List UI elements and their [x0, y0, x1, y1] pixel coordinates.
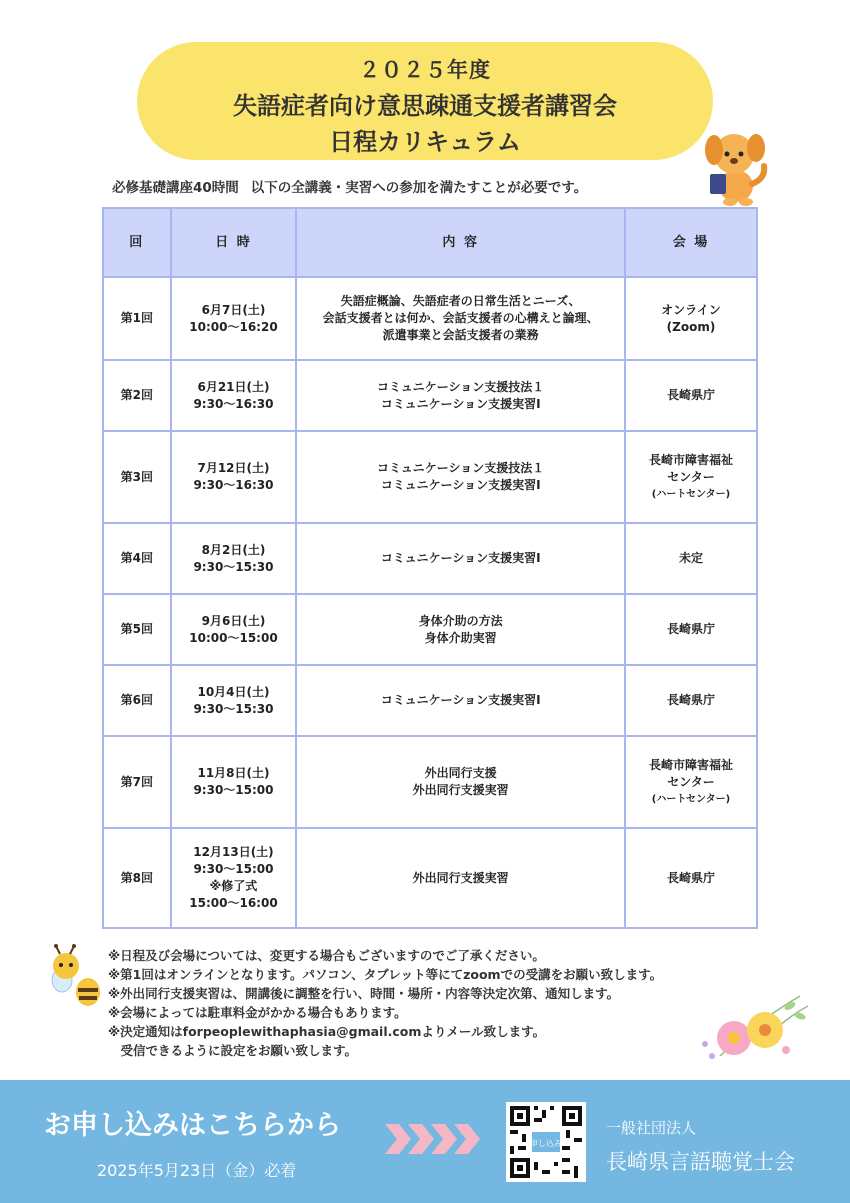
content-line: 派遣事業と会話支援者の業務 [382, 328, 539, 342]
qr-code-icon [506, 1102, 586, 1182]
note-line: 受信できるように設定をお願い致します。 [108, 1043, 358, 1058]
header-content: 内 容 [296, 208, 625, 277]
venue-line: オンライン [661, 302, 721, 317]
session-time: 10:00～15:00 [189, 630, 278, 645]
session-date: 9月6日(土) [201, 613, 266, 628]
content-line: 身体介助の方法 [418, 613, 503, 628]
org-type: 一般社団法人 [606, 1119, 697, 1137]
note-line: ※外出同行支援実習は、開講後に調整を行い、時間・場所・内容等決定次第、通知します。 [108, 986, 620, 1001]
table-row [103, 431, 757, 523]
note-line: ※第1回はオンラインとなります。パソコン、タブレット等にてzoomでの受講をお願い致します。 [108, 967, 663, 982]
session-num: 第2回 [103, 360, 171, 431]
session-content [296, 360, 625, 431]
session-venue [625, 828, 757, 928]
session-content [296, 665, 625, 736]
session-venue [625, 594, 757, 665]
session-datetime [171, 665, 297, 736]
dog-mascot-icon [700, 128, 772, 208]
venue-line: 長崎県庁 [666, 622, 715, 636]
session-num: 第4回 [103, 523, 171, 594]
session-date: 10月4日(土) [197, 684, 270, 699]
content-line: 外出同行支援実習 [412, 870, 509, 885]
note-line: ※会場によっては駐車料金がかかる場合もあります。 [108, 1005, 407, 1020]
content-line: コミュニケーション支援技法１ [377, 379, 545, 394]
title-banner [137, 42, 713, 160]
session-content [296, 736, 625, 828]
content-line: コミュニケーション支援技法１ [377, 461, 545, 475]
venue-line: センター [667, 469, 715, 484]
content-line: 会話支援者とは何か、会話支援者の心構えと論理、 [322, 311, 599, 325]
chevron-arrows-icon [385, 1124, 480, 1154]
header-datetime: 日 時 [171, 208, 297, 277]
session-num: 第6回 [103, 665, 171, 736]
session-datetime [171, 523, 297, 594]
content-line: 外出同行支援実習 [412, 783, 509, 797]
session-time: 9:30～15:30 [193, 701, 274, 716]
session-datetime [171, 828, 297, 928]
venue-note: (ハートセンター) [651, 488, 731, 500]
content-line: 失語症概論、失語症者の日常生活とニーズ、 [340, 294, 581, 308]
venue-line: 長崎市障害福祉 [648, 452, 733, 467]
intro-note: 以下の全講義・実習への参加を満たすことが必要です。 [250, 180, 588, 196]
session-time: 10:00～16:20 [189, 319, 278, 334]
session-num: 第8回 [103, 828, 171, 928]
schedule-table [102, 207, 758, 929]
intro-line [112, 176, 587, 196]
footer-banner [0, 1080, 850, 1203]
content-line: 身体介助実習 [424, 630, 497, 645]
session-time: 9:30～16:30 [193, 478, 274, 492]
session-venue [625, 431, 757, 523]
venue-line: 長崎県庁 [666, 870, 715, 885]
session-time: 9:30～16:30 [193, 396, 274, 411]
header-venue: 会 場 [625, 208, 757, 277]
table-header-row [103, 208, 757, 277]
content-line: コミュニケーション支援実習Ⅰ [380, 693, 541, 707]
title-sub: 日程カリキュラム [329, 128, 521, 156]
session-date: 6月7日(土) [201, 302, 266, 317]
venue-line: 長崎県庁 [666, 388, 715, 402]
venue-line: (Zoom) [666, 319, 716, 334]
session-datetime [171, 360, 297, 431]
table-row [103, 828, 757, 928]
venue-line: センター [667, 774, 715, 789]
apply-deadline: 2025年5月23日（金）必着 [97, 1161, 297, 1180]
session-num: 第5回 [103, 594, 171, 665]
table-row [103, 523, 757, 594]
title-main: 失語症者向け意思疎通支援者講習会 [233, 92, 617, 120]
flowers-decoration-icon [690, 986, 815, 1071]
session-num: 第7回 [103, 736, 171, 828]
header-session: 回 [103, 208, 171, 277]
session-content [296, 277, 625, 360]
session-venue [625, 277, 757, 360]
session-num: 第3回 [103, 431, 171, 523]
session-date: 6月21日(土) [197, 379, 270, 394]
session-venue [625, 360, 757, 431]
intro-required: 必修基礎講座40時間 [112, 180, 239, 196]
session-time: 9:30～15:00 [193, 862, 274, 876]
session-content [296, 431, 625, 523]
session-datetime [171, 736, 297, 828]
content-line: コミュニケーション支援実習Ⅰ [380, 478, 541, 492]
apply-heading: お申し込みはこちらから [44, 1110, 341, 1141]
content-line: コミュニケーション支援実習Ⅰ [380, 396, 541, 411]
note-line: ※日程及び会場については、変更する場合もございますのでご了承ください。 [108, 948, 545, 963]
session-datetime [171, 594, 297, 665]
table-row [103, 360, 757, 431]
session-datetime [171, 277, 297, 360]
session-venue [625, 665, 757, 736]
session-venue [625, 736, 757, 828]
session-date: 7月12日(土) [197, 461, 270, 475]
content-line: コミュニケーション支援実習Ⅰ [380, 551, 541, 565]
session-date: 11月8日(土) [197, 766, 270, 780]
session-ceremony: ※修了式 [209, 879, 258, 893]
org-name: 長崎県言語聴覚士会 [606, 1150, 795, 1174]
title-year: ２０２５年度 [359, 58, 491, 82]
session-ceremony-time: 15:00～16:00 [189, 896, 278, 910]
venue-line: 長崎県庁 [666, 693, 715, 707]
content-line: 外出同行支援 [424, 766, 497, 780]
session-date: 12月13日(土) [193, 845, 274, 859]
table-row [103, 736, 757, 828]
session-num: 第1回 [103, 277, 171, 360]
table-row [103, 277, 757, 360]
session-content [296, 523, 625, 594]
session-datetime [171, 431, 297, 523]
session-venue [625, 523, 757, 594]
table-row [103, 665, 757, 736]
bee-mascot-icon [44, 944, 104, 1010]
session-date: 8月2日(土) [201, 542, 266, 557]
venue-note: (ハートセンター) [651, 793, 731, 805]
session-time: 9:30～15:30 [193, 559, 274, 574]
table-row [103, 594, 757, 665]
session-time: 9:30～15:00 [193, 783, 274, 797]
venue-line: 長崎市障害福祉 [648, 757, 733, 772]
session-content [296, 828, 625, 928]
qr-code[interactable] [506, 1102, 586, 1182]
note-line: ※決定通知はforpeoplewithaphasia@gmail.comよりメール致します。 [108, 1024, 546, 1039]
session-content [296, 594, 625, 665]
venue-line: 未定 [678, 551, 703, 565]
qr-label: 申し込み [530, 1139, 562, 1148]
